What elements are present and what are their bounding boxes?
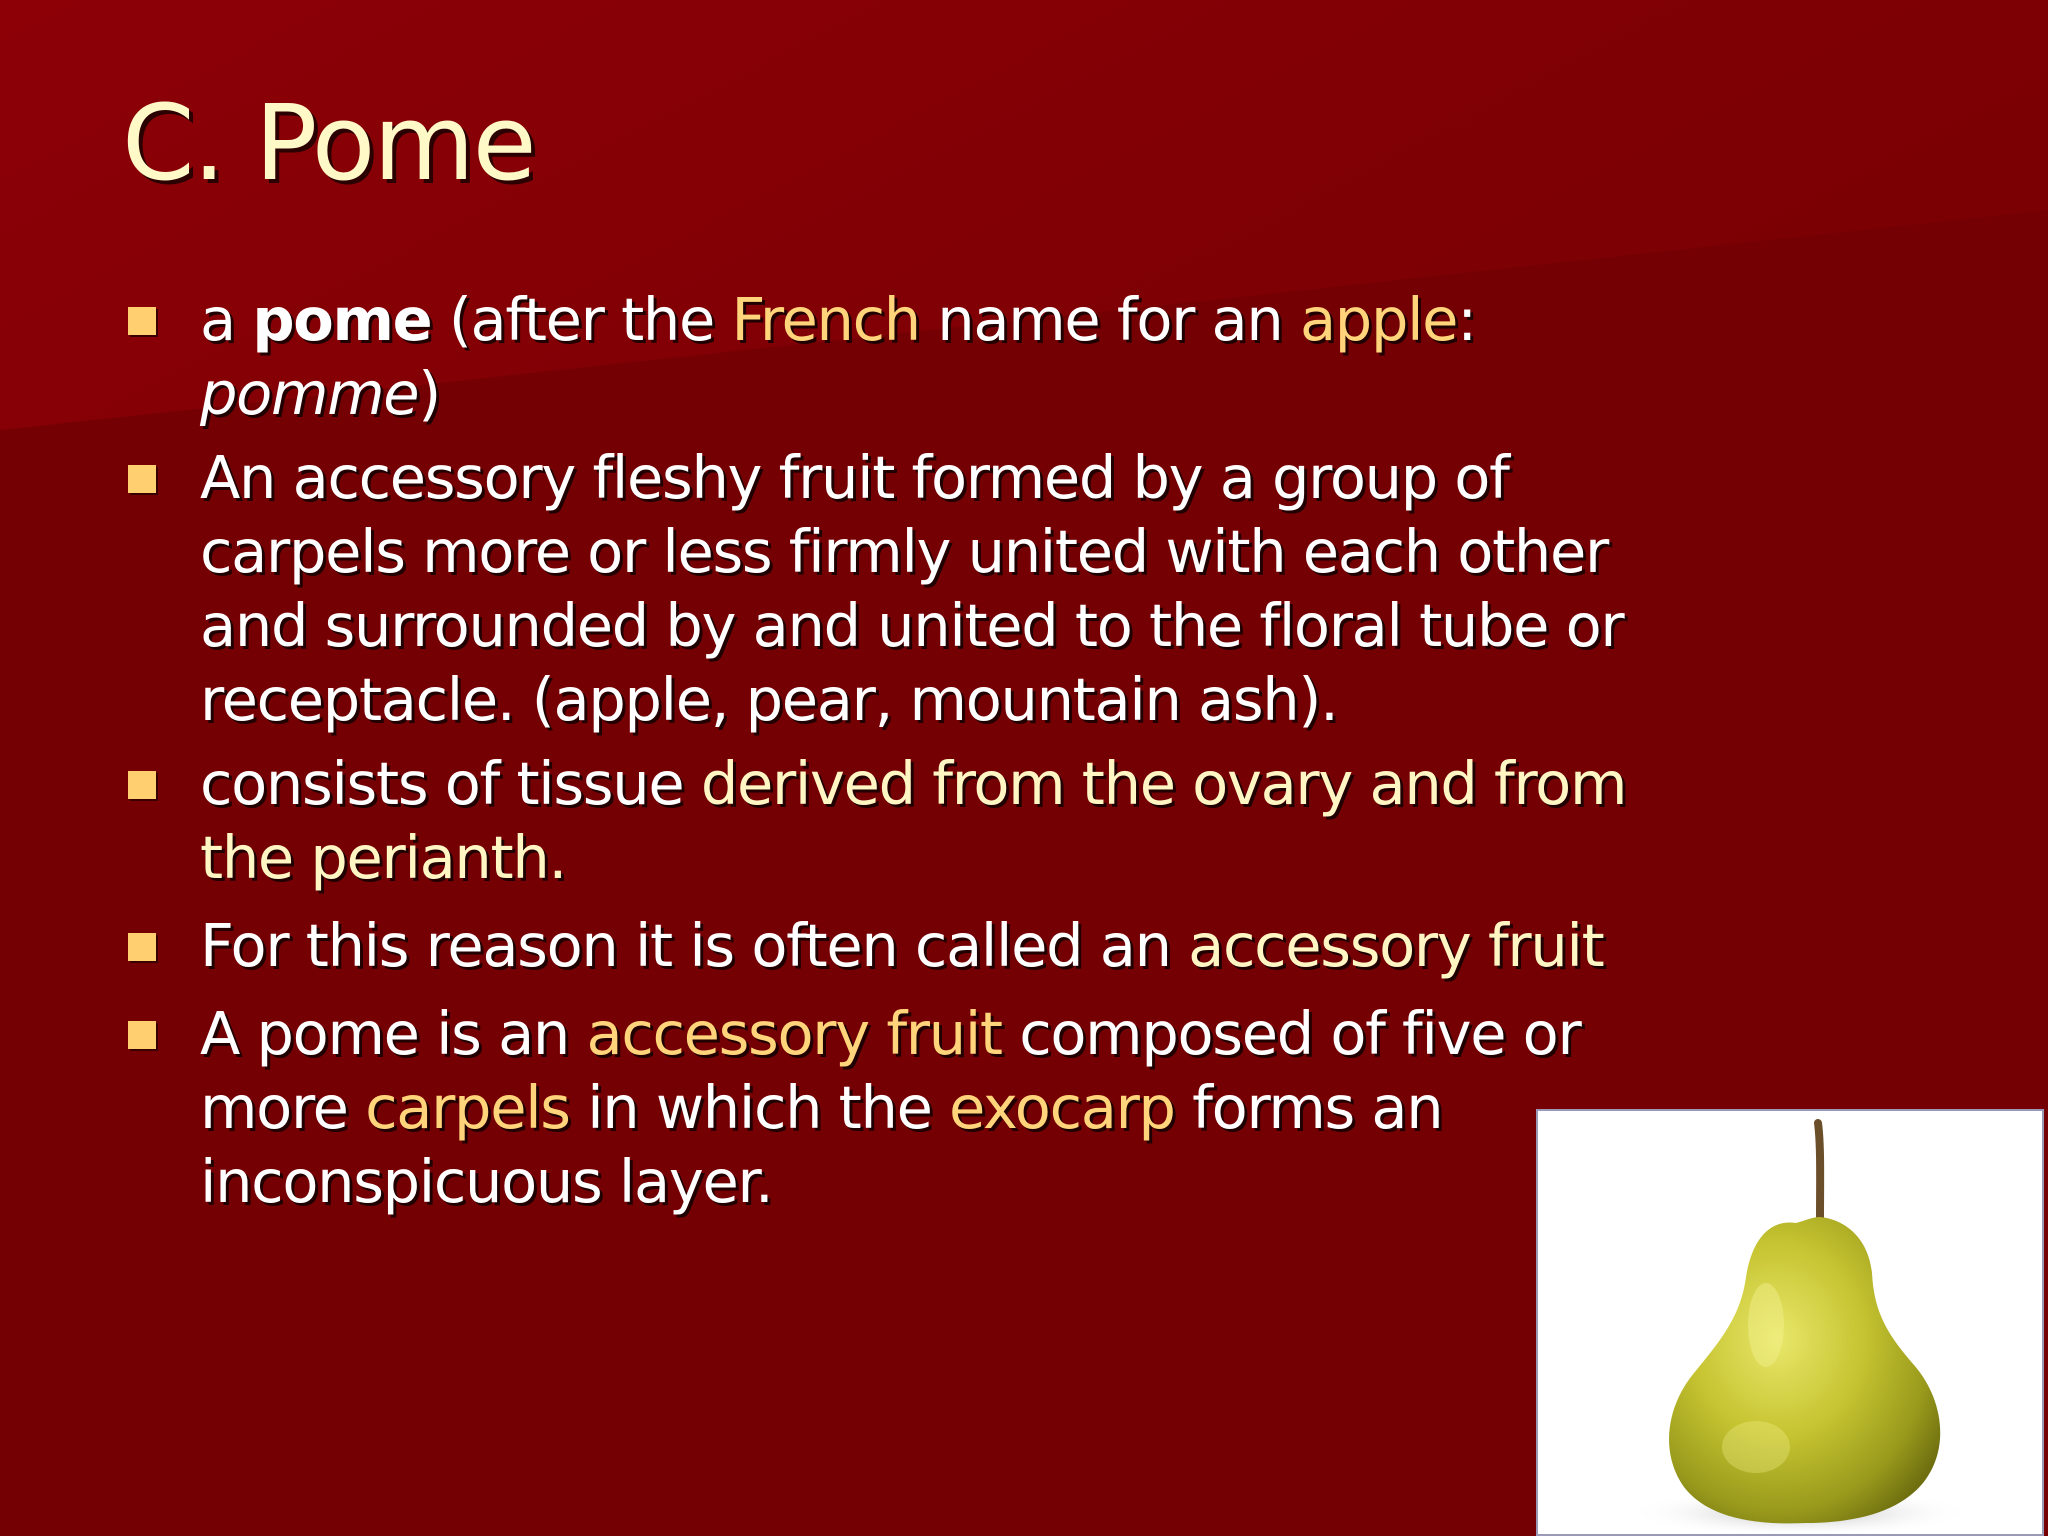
- bullet-line: carpels more or less firmly united with each other: [200, 517, 1608, 586]
- text-run: forms an: [1174, 1073, 1443, 1142]
- highlight-accessory-fruit: accessory fruit: [586, 999, 1002, 1068]
- bullet-line: the perianth.: [200, 823, 566, 892]
- bullet-item: [126, 747, 1686, 909]
- text-run: more: [200, 1073, 366, 1142]
- square-bullet-icon: [128, 307, 156, 335]
- text-run: consists of tissue: [200, 749, 701, 818]
- bullet-line: and surrounded by and united to the floral tube or: [200, 591, 1624, 660]
- term-pomme: pomme: [200, 359, 419, 428]
- text-run: For this reason it is often called an: [200, 911, 1189, 980]
- term-pome: pome: [252, 285, 432, 354]
- text-run: (after the: [431, 285, 732, 354]
- text-run: composed of five or: [1001, 999, 1581, 1068]
- bullet-line: receptacle. (apple, pear, mountain ash).: [200, 665, 1338, 734]
- square-bullet-icon: [128, 933, 156, 961]
- pear-photo: [1536, 1109, 2044, 1536]
- highlight-french: French: [731, 285, 920, 354]
- highlight-apple: apple: [1299, 285, 1458, 354]
- bullet-item: [126, 283, 1686, 441]
- highlight-accessory-fruit: accessory fruit: [1188, 911, 1604, 980]
- bullet-line: [200, 1071, 1686, 1145]
- highlight-derived: derived from the ovary and from: [700, 749, 1627, 818]
- square-bullet-icon: [128, 771, 156, 799]
- bullet-line: [200, 357, 1686, 431]
- pear-icon: [1538, 1111, 2042, 1534]
- bullet-line: An accessory fleshy fruit formed by a group of: [200, 443, 1509, 512]
- bullet-line: [200, 747, 1686, 821]
- bullet-item: [126, 441, 1686, 747]
- bullet-line: [200, 283, 1686, 357]
- text-run: name for an: [919, 285, 1300, 354]
- bullet-line: [200, 909, 1686, 983]
- bullet-line: inconspicuous layer.: [200, 1147, 773, 1216]
- text-run: A pome is an: [200, 999, 587, 1068]
- bullet-item: [126, 909, 1686, 997]
- square-bullet-icon: [128, 1021, 156, 1049]
- bullet-list: [126, 283, 1686, 1237]
- text-run: a: [200, 285, 253, 354]
- text-run: :: [1457, 285, 1476, 354]
- slide-title: C. Pome: [122, 82, 535, 204]
- highlight-exocarp: exocarp: [949, 1073, 1175, 1142]
- bullet-line: [200, 997, 1686, 1071]
- text-run: in which the: [569, 1073, 950, 1142]
- square-bullet-icon: [128, 465, 156, 493]
- highlight-carpels: carpels: [365, 1073, 570, 1142]
- bullet-item: [126, 997, 1686, 1237]
- text-run: ): [418, 359, 441, 428]
